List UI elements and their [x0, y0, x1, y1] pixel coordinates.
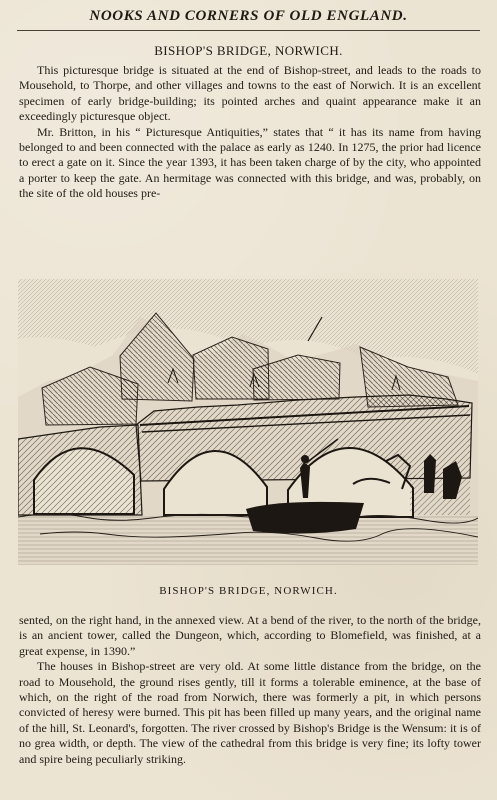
article-body-top [19, 63, 481, 202]
illustration-caption: BISHOP'S BRIDGE, NORWICH. [159, 585, 338, 597]
paragraph-2: Mr. Britton, in his “ Picturesque Antiquities,” states that “ it has its name from having belonged to and been connected with the palace as early as 1240. In 1275, the prior had licence to erect a gate on it. Since the year 1393, it has been taken charge of by the city, who appointed a porter to keep the gate. An hermitage was connected with this bridge, and was, probably, on the site of the old houses pre- [19, 124, 481, 201]
bridge-engraving [18, 279, 478, 565]
masthead-title: NOOKS AND CORNERS OF OLD ENGLAND. [89, 8, 408, 24]
paragraph-4: The houses in Bishop-street are very old. At some little distance from the bridge, on the road to Mousehold, the ground rises gently, till it forms a tolerable eminence, at the base of which, on the right of the road from Norwich, there was formerly a pit, in which persons convicted of heresy were burned. This pit has been filled up many years, and the original name of the hill, St. Leonard's, forgotten. The river crossed by Bishop's Bridge is the Wensum: it is of no grea width, or depth. The view of the cathedral from this bridge is very fine; its lofty tower and spire being peculiarly striking. [19, 659, 481, 766]
paragraph-3: sented, on the right hand, in the annexed view. At a bend of the river, to the north of the bridge, is an ancient tower, called the Dungeon, which, according to Blomefield, was finished, at a great expense, in 1390.” [19, 613, 481, 658]
masthead-rule [17, 30, 480, 31]
article-body-bottom [19, 613, 481, 767]
paragraph-1: This picturesque bridge is situated at the end of Bishop-street, and leads to the roads to Mousehold, to Thorpe, and other villages and towns to the east of Norwich. It is an excellent specimen of early bridge-building; its pointed arches and quaint appearance make it an exceedingly picturesque object. [19, 63, 481, 124]
article-title: BISHOP'S BRIDGE, NORWICH. [154, 43, 343, 58]
